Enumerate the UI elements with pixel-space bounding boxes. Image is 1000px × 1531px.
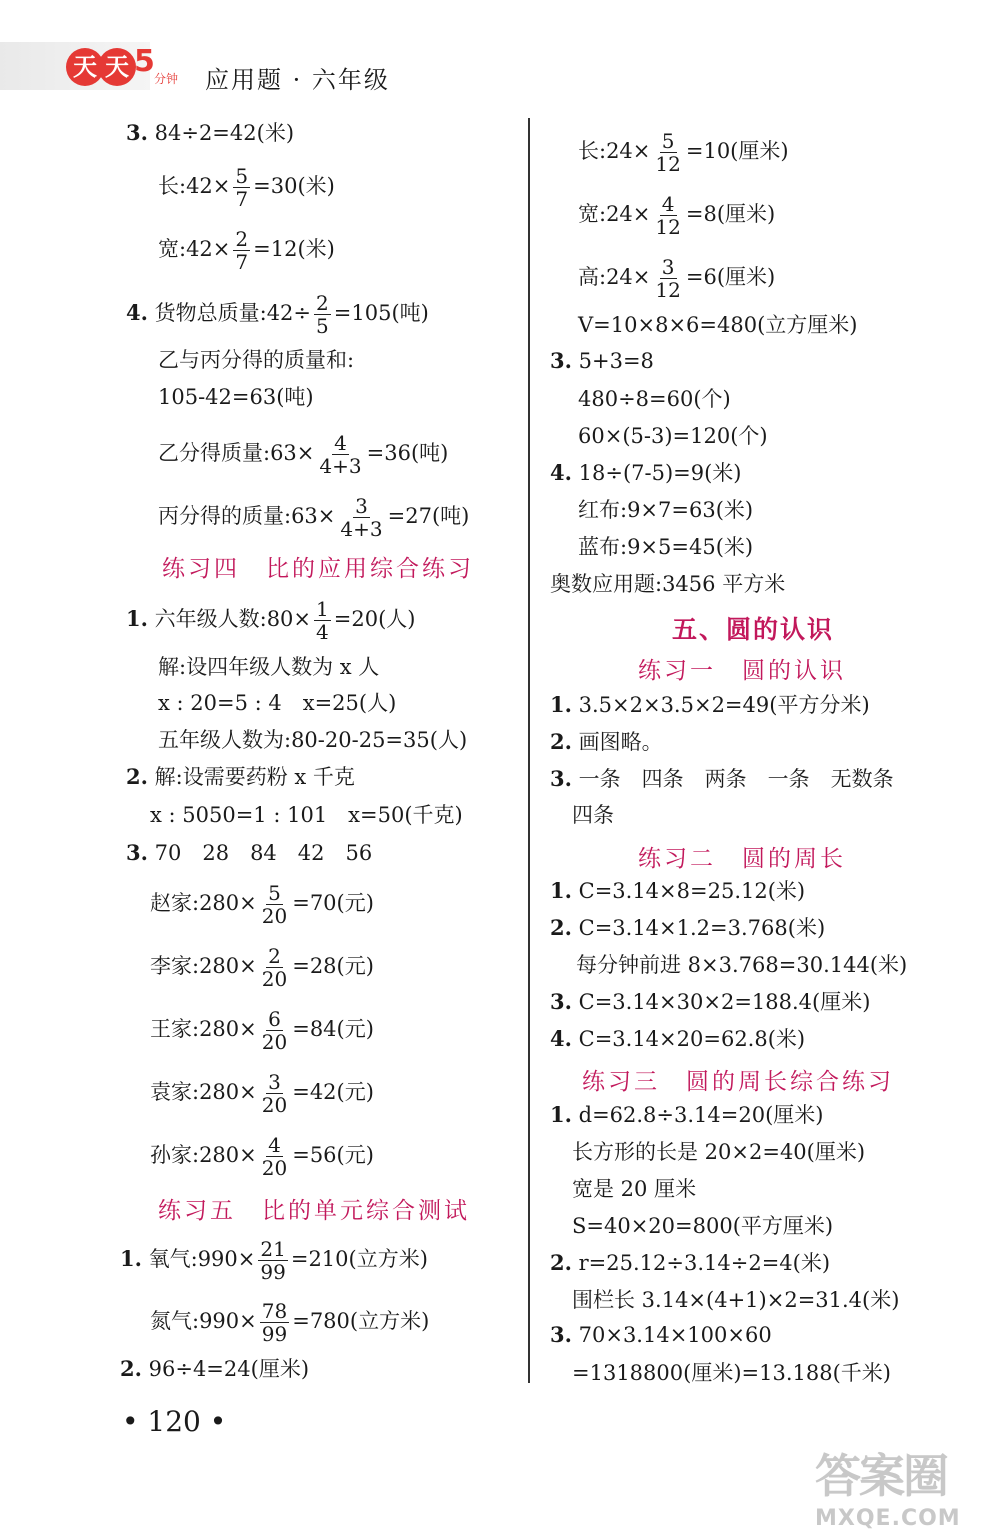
answer-line: x : 20=5 : 4 x=25(人) (158, 691, 397, 715)
answer-line: 红布:9×7=63(米) (578, 498, 754, 522)
section-heading: 练习四 比的应用综合练习 (162, 556, 474, 582)
answer-line: 孙家:280× $\frac{4}{20}$ =56(元) (150, 1133, 374, 1180)
answer-line: 3. 70 28 84 42 56 (126, 840, 373, 865)
answer-line: 2. 解:设需要药粉 x 千克 (126, 764, 355, 789)
section-heading: 练习五 比的单元综合测试 (158, 1198, 470, 1224)
watermark (815, 1440, 961, 1531)
answer-line: 2. r=25.12÷3.14÷2=4(米) (550, 1250, 831, 1275)
answer-line: 宽:24× $\frac{4}{12}$ =8(厘米) (578, 192, 776, 239)
answer-line: 60×(5-3)=120(个) (578, 424, 768, 448)
watermark-url: MXQE.COM (815, 1506, 961, 1531)
answer-line: 高:24× $\frac{3}{12}$ =6(厘米) (578, 255, 776, 302)
answer-line: 1. d=62.8÷3.14=20(厘米) (550, 1102, 824, 1127)
answer-line: 长:24× $\frac{5}{12}$ =10(厘米) (578, 129, 789, 176)
answer-line: x : 5050=1 : 101 x=50(千克) (150, 803, 463, 827)
watermark-logo-text: 答案圈 (815, 1449, 947, 1503)
logo-subtext: 分钟 (154, 72, 179, 86)
answer-line: 四条 (572, 803, 614, 827)
book-title: 应用题 · 六年级 (205, 66, 390, 94)
column-divider (528, 118, 530, 1383)
answer-line: 丙分得的质量:63× $\frac{3}{4+3}$ =27(吨) (158, 494, 470, 541)
answer-line: 李家:280× $\frac{2}{20}$ =28(元) (150, 944, 374, 991)
answer-line: 4. 18÷(7-5)=9(米) (550, 460, 742, 485)
answer-line: S=40×20=800(平方厘米) (572, 1214, 834, 1238)
answer-line: 王家:280× $\frac{6}{20}$ =84(元) (150, 1007, 374, 1054)
answer-line: 每分钟前进 8×3.768=30.144(米) (576, 953, 908, 977)
answer-line: 1. 六年级人数:80× $\frac{1}{4}$ =20(人) (126, 597, 416, 644)
answer-line: 赵家:280× $\frac{5}{20}$ =70(元) (150, 881, 374, 928)
answer-line: 解:设四年级人数为 x 人 (158, 655, 380, 679)
answer-line: 1. 3.5×2×3.5×2=49(平方分米) (550, 692, 870, 717)
answer-line: 袁家:280× $\frac{3}{20}$ =42(元) (150, 1070, 374, 1117)
answer-line: 3. 84÷2=42(米) (126, 120, 295, 145)
answer-line: 乙分得质量:63× $\frac{4}{4+3}$ =36(吨) (158, 431, 449, 478)
answer-line: 围栏长 3.14×(4+1)×2=31.4(米) (572, 1288, 900, 1312)
answer-line: 3. 5+3=8 (550, 348, 654, 373)
answer-line: =1318800(厘米)=13.188(千米) (572, 1361, 891, 1385)
answer-line: 宽是 20 厘米 (572, 1177, 697, 1201)
answer-line: 长方形的长是 20×2=40(厘米) (572, 1140, 866, 1164)
answer-line: 105-42=63(吨) (158, 385, 314, 409)
answer-line: 2. 96÷4=24(厘米) (120, 1356, 310, 1381)
section-heading: 练习三 圆的周长综合练习 (582, 1069, 894, 1095)
logo-char-1: 天 (66, 48, 104, 86)
section-heading: 练习一 圆的认识 (638, 658, 846, 684)
answer-line: 蓝布:9×5=45(米) (578, 535, 754, 559)
section-heading: 练习二 圆的周长 (638, 846, 846, 872)
answer-line: 2. C=3.14×1.2=3.768(米) (550, 915, 826, 940)
answer-line: 4. 货物总质量:42÷ $\frac{2}{5}$ =105(吨) (126, 291, 429, 338)
answer-line: 3. C=3.14×30×2=188.4(厘米) (550, 989, 871, 1014)
page-number: • 120 • (122, 1405, 227, 1438)
answer-line: 1. C=3.14×8=25.12(米) (550, 878, 806, 903)
answer-line: 长:42× $\frac{5}{7}$ =30(米) (158, 164, 335, 211)
answer-line: 奥数应用题:3456 平方米 (550, 572, 786, 596)
answer-line: 宽:42× $\frac{2}{7}$ =12(米) (158, 227, 335, 274)
answer-line: 2. 画图略。 (550, 729, 663, 754)
answer-line: 乙与丙分得的质量和: (158, 348, 355, 372)
answer-line: 3. 70×3.14×100×60 (550, 1322, 772, 1347)
answer-line: 3. 一条 四条 两条 一条 无数条 (550, 766, 894, 791)
answer-line: 4. C=3.14×20=62.8(米) (550, 1026, 806, 1051)
answer-line: 1. 氧气:990× $\frac{21}{99}$ =210(立方米) (120, 1237, 428, 1284)
answer-line: 氮气:990× $\frac{78}{99}$ =780(立方米) (150, 1299, 430, 1346)
logo-char-2: 天 (98, 48, 136, 86)
chapter-heading: 五、圆的认识 (672, 615, 835, 644)
answer-line: V=10×8×6=480(立方厘米) (578, 313, 858, 337)
answer-line: 五年级人数为:80-20-25=35(人) (158, 728, 468, 752)
logo-number: 5 (134, 44, 155, 79)
answer-line: 480÷8=60(个) (578, 387, 731, 411)
